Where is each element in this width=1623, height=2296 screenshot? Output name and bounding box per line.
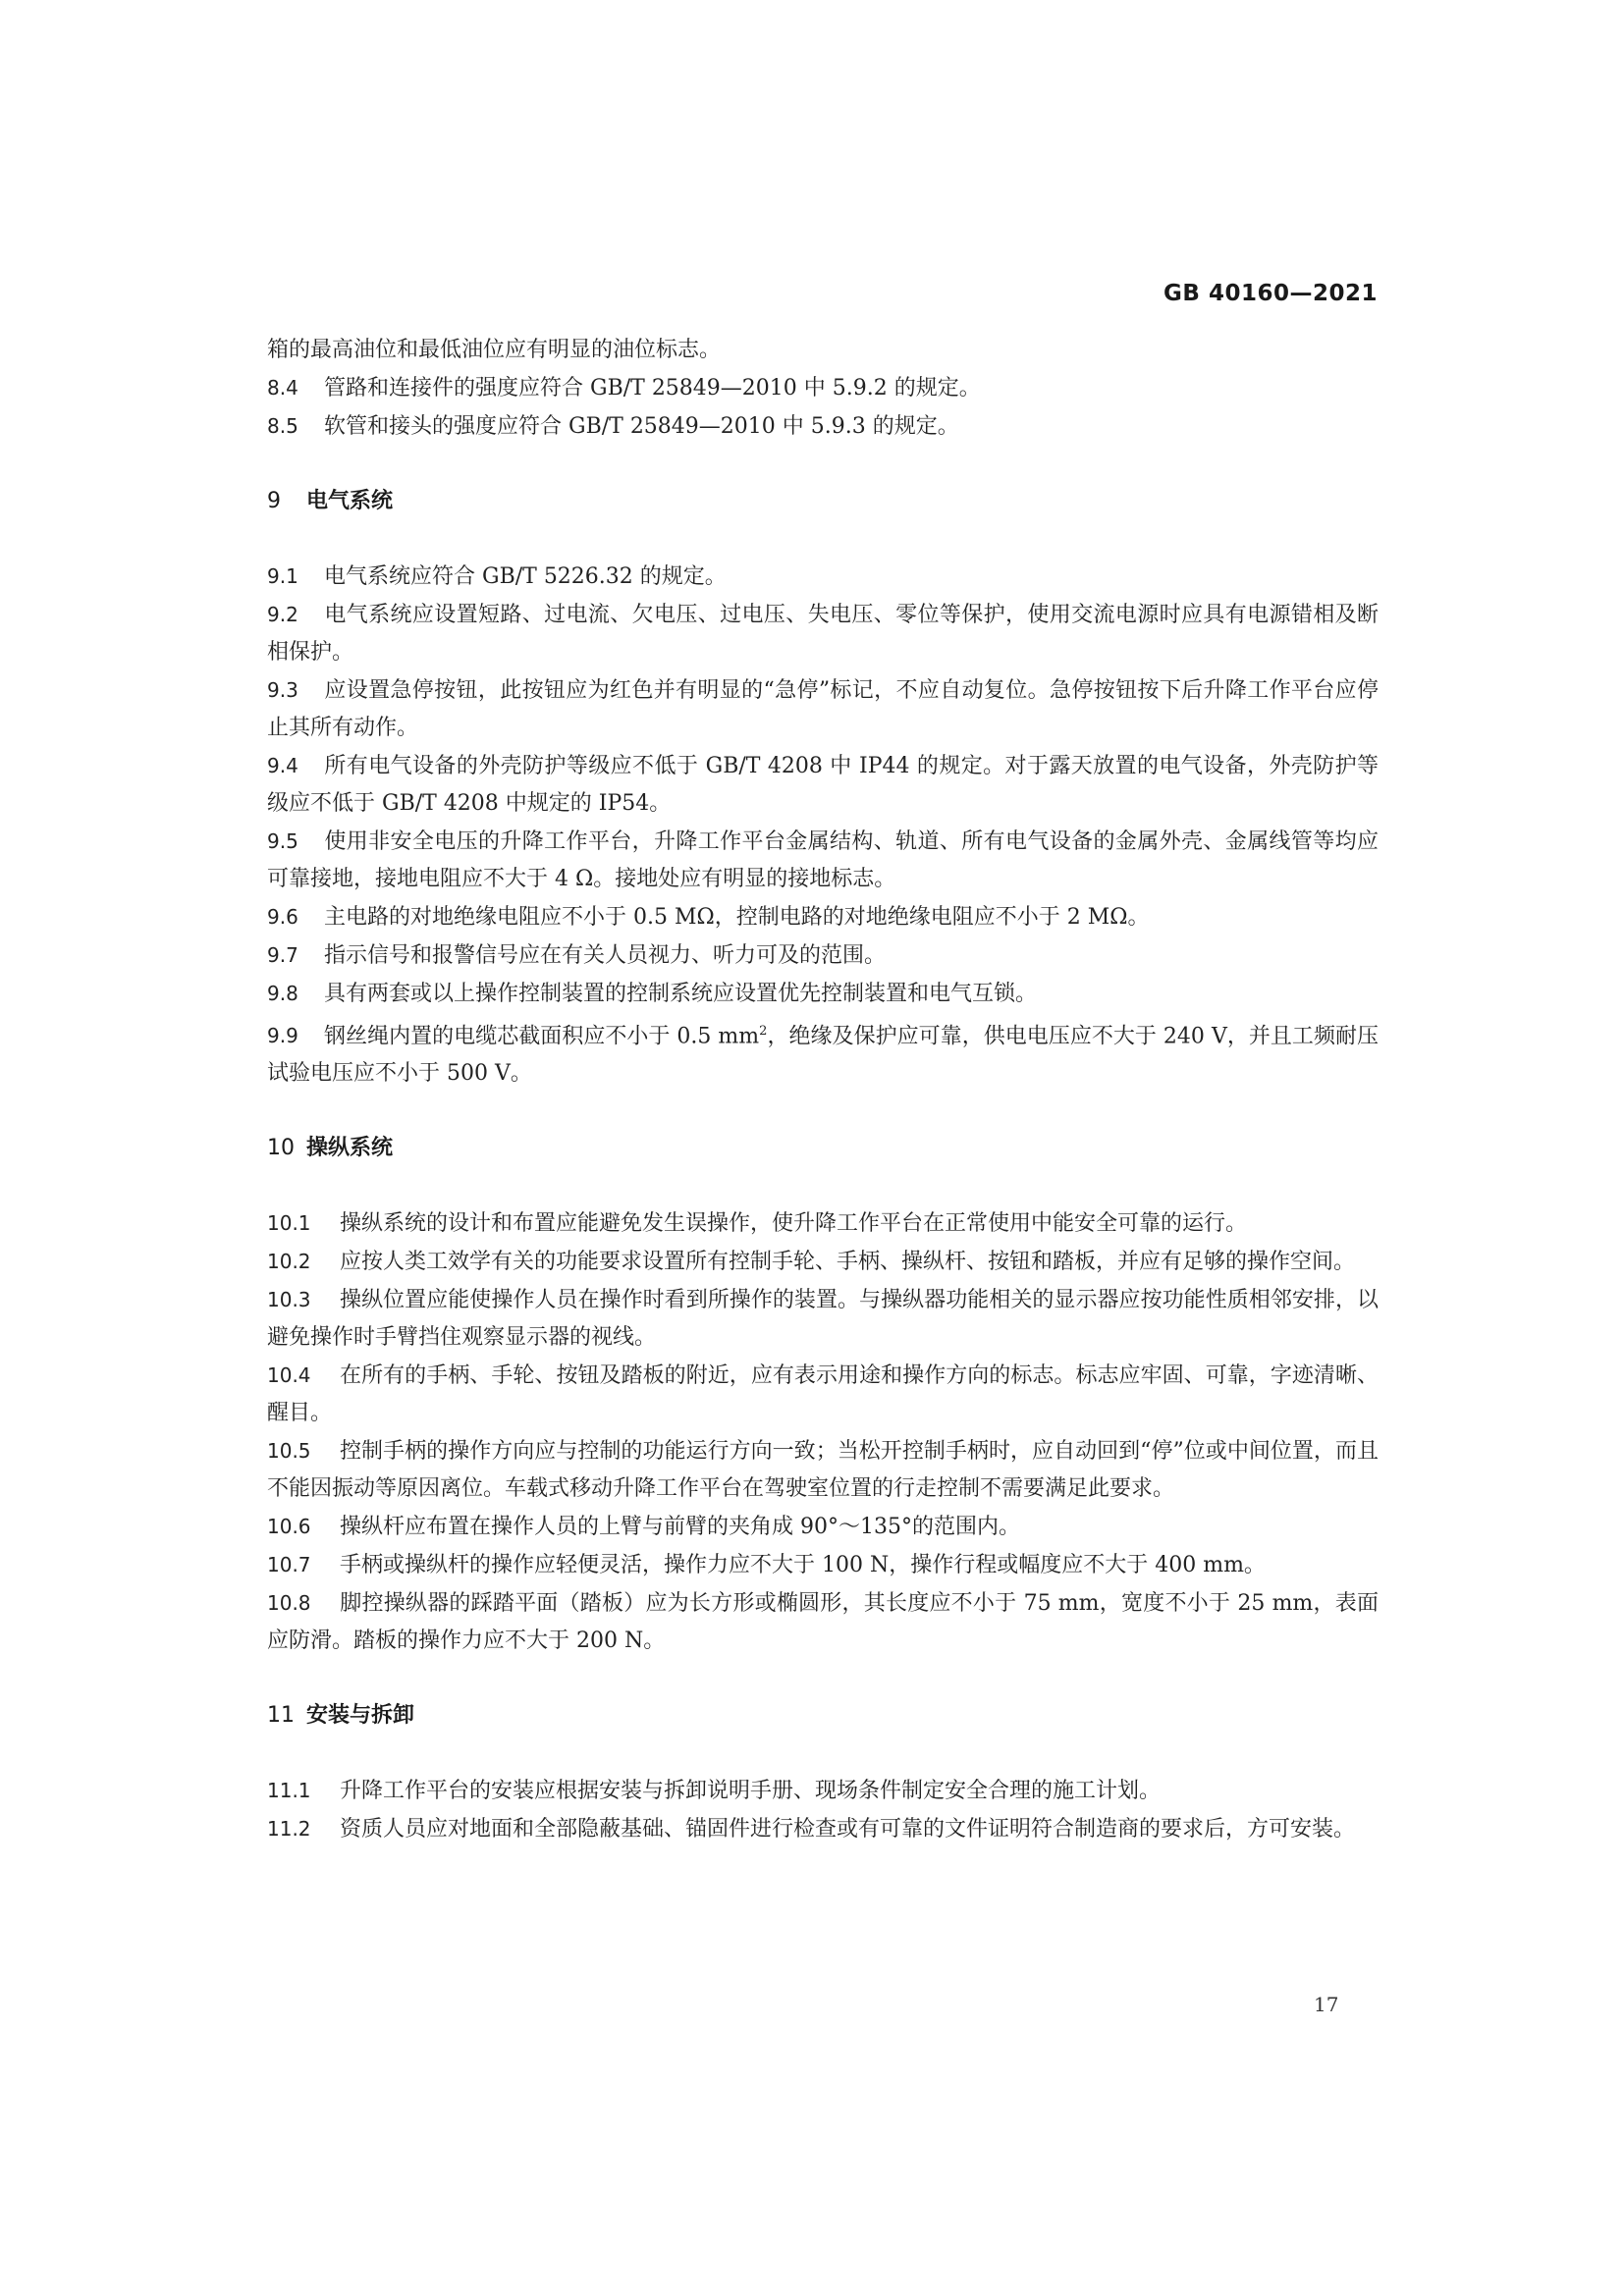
clause-9-7 xyxy=(267,936,1379,975)
clause-10-4 xyxy=(267,1357,1379,1432)
clause-number: 10.3 xyxy=(267,1288,311,1312)
section-title: 安装与拆卸 xyxy=(306,1703,415,1729)
clause-number: 9.4 xyxy=(267,754,298,777)
clause-number: 8.4 xyxy=(267,376,298,400)
clause-text: 主电路的对地绝缘电阻应不小于 0.5 MΩ，控制电路的对地绝缘电阻应不小于 2 MΩ。 xyxy=(324,905,1150,930)
section-title: 操纵系统 xyxy=(306,1136,394,1161)
clause-number: 10.1 xyxy=(267,1211,311,1236)
clause-number: 9.5 xyxy=(267,829,298,853)
clause-text: 操纵位置应能使操作人员在操作时看到所操作的装置。与操纵器功能相关的显示器应按功能性质相邻安排，以避免操作时手臂挡住观察显示器的视线。 xyxy=(267,1288,1379,1351)
clause-9-1 xyxy=(267,558,1379,596)
section-number: 9 xyxy=(267,489,281,513)
clause-number: 9.8 xyxy=(267,982,298,1005)
page-number: 17 xyxy=(1314,1993,1339,2016)
clause-number: 9.7 xyxy=(267,943,298,967)
section-number: 11 xyxy=(267,1703,295,1729)
clause-9-5 xyxy=(267,823,1379,898)
clause-10-6 xyxy=(267,1508,1379,1546)
superscript: 2 xyxy=(759,1024,768,1039)
clause-11-2 xyxy=(267,1810,1379,1848)
clause-number: 9.2 xyxy=(267,603,298,626)
clause-8-4 xyxy=(267,369,1379,407)
clause-10-3 xyxy=(267,1281,1379,1357)
clause-number: 8.5 xyxy=(267,414,298,438)
clause-10-5 xyxy=(267,1432,1379,1508)
clause-number: 9.9 xyxy=(267,1024,298,1048)
section-title: 电气系统 xyxy=(306,489,394,513)
clause-text: 具有两套或以上操作控制装置的控制系统应设置优先控制装置和电气互锁。 xyxy=(324,982,1038,1006)
clause-number: 9.6 xyxy=(267,905,298,929)
clause-number: 10.5 xyxy=(267,1439,311,1464)
clause-text: 控制手柄的操作方向应与控制的功能运行方向一致；当松开控制手柄时，应自动回到“停”位或中间位置，而且不能因振动等原因离位。车载式移动升降工作平台在驾驶室位置的行走控制不需要满足此要求。 xyxy=(267,1439,1379,1502)
section-10-heading xyxy=(267,1130,1379,1167)
clause-11-1 xyxy=(267,1772,1379,1810)
clause-text: 资质人员应对地面和全部隐蔽基础、锚固件进行检查或有可靠的文件证明符合制造商的要求后，方可安装。 xyxy=(340,1817,1356,1842)
clause-text: 所有电气设备的外壳防护等级应不低于 GB/T 4208 中 IP44 的规定。对于露天放置的电气设备，外壳防护等级应不低于 GB/T 4208 中规定的 IP54。 xyxy=(267,754,1379,816)
clause-text-a: 钢丝绳内置的电缆芯截面积应不小于 0.5 mm xyxy=(324,1024,760,1049)
clause-text: 指示信号和报警信号应在有关人员视力、听力可及的范围。 xyxy=(324,943,887,968)
clause-text: 操纵系统的设计和布置应能避免发生误操作，使升降工作平台在正常使用中能安全可靠的运行。 xyxy=(340,1211,1248,1237)
clause-text: 应设置急停按钮，此按钮应为红色并有明显的“急停”标记，不应自动复位。急停按钮按下后升降工作平台应停止其所有动作。 xyxy=(267,678,1379,740)
clause-9-9 xyxy=(267,1013,1379,1093)
clause-text: 脚控操纵器的踩踏平面（踏板）应为长方形或椭圆形，其长度应不小于 75 mm，宽度不小于 25 mm，表面应防滑。踏板的操作力应不大于 200 N。 xyxy=(267,1591,1379,1654)
section-11-heading xyxy=(267,1697,1379,1735)
clause-number: 11.1 xyxy=(267,1779,311,1803)
clause-number: 10.7 xyxy=(267,1553,311,1577)
standard-number-header: GB 40160—2021 xyxy=(1163,281,1378,306)
clause-text: 在所有的手柄、手轮、按钮及踏板的附近，应有表示用途和操作方向的标志。标志应牢固、可靠，字迹清晰、醒目。 xyxy=(267,1363,1379,1426)
clause-text: 手柄或操纵杆的操作应轻便灵活，操作力应不大于 100 N，操作行程或幅度应不大于 400 mm。 xyxy=(340,1553,1266,1578)
section-number: 10 xyxy=(267,1136,295,1161)
clause-10-2 xyxy=(267,1243,1379,1281)
section-9-heading xyxy=(267,483,1379,520)
clause-number: 10.2 xyxy=(267,1250,311,1274)
clause-text: 软管和接头的强度应符合 GB/T 25849—2010 中 5.9.3 的规定。 xyxy=(324,414,959,439)
clause-9-2 xyxy=(267,596,1379,671)
clause-text: 电气系统应符合 GB/T 5226.32 的规定。 xyxy=(324,564,727,589)
clause-text: 电气系统应设置短路、过电流、欠电压、过电压、失电压、零位等保护，使用交流电源时应具有电源错相及断相保护。 xyxy=(267,603,1379,665)
clause-9-6 xyxy=(267,898,1379,936)
clause-text: 使用非安全电压的升降工作平台，升降工作平台金属结构、轨道、所有电气设备的金属外壳、金属线管等均应可靠接地，接地电阻应不大于 4 Ω。接地处应有明显的接地标志。 xyxy=(267,829,1379,891)
clause-number: 11.2 xyxy=(267,1817,311,1842)
clause-text: 升降工作平台的安装应根据安装与拆卸说明手册、现场条件制定安全合理的施工计划。 xyxy=(340,1779,1162,1804)
clause-number: 10.6 xyxy=(267,1515,311,1539)
clause-number: 10.4 xyxy=(267,1363,311,1388)
clause-number: 10.8 xyxy=(267,1591,311,1616)
clause-8-5 xyxy=(267,407,1379,446)
clause-text-b: ，绝缘及保护应可靠，供电电压应不大于 240 V，并且工频耐压试验电压应不小于 500 V。 xyxy=(267,1024,1379,1087)
clause-text: 操纵杆应布置在操作人员的上臂与前臂的夹角成 90°～135°的范围内。 xyxy=(340,1515,1020,1540)
clause-10-1 xyxy=(267,1204,1379,1243)
clause-9-4 xyxy=(267,747,1379,823)
document-body xyxy=(267,332,1379,1848)
clause-9-8 xyxy=(267,975,1379,1013)
clause-number: 9.1 xyxy=(267,564,298,588)
clause-10-7 xyxy=(267,1546,1379,1584)
clause-text: 应按人类工效学有关的功能要求设置所有控制手轮、手柄、操纵杆、按钮和踏板，并应有足够的操作空间。 xyxy=(340,1250,1356,1275)
clause-9-3 xyxy=(267,671,1379,747)
continuation-text: 箱的最高油位和最低油位应有明显的油位标志。 xyxy=(267,338,722,362)
clause-10-8 xyxy=(267,1584,1379,1660)
clause-text: 管路和连接件的强度应符合 GB/T 25849—2010 中 5.9.2 的规定。 xyxy=(324,376,981,400)
clause-number: 9.3 xyxy=(267,678,298,702)
